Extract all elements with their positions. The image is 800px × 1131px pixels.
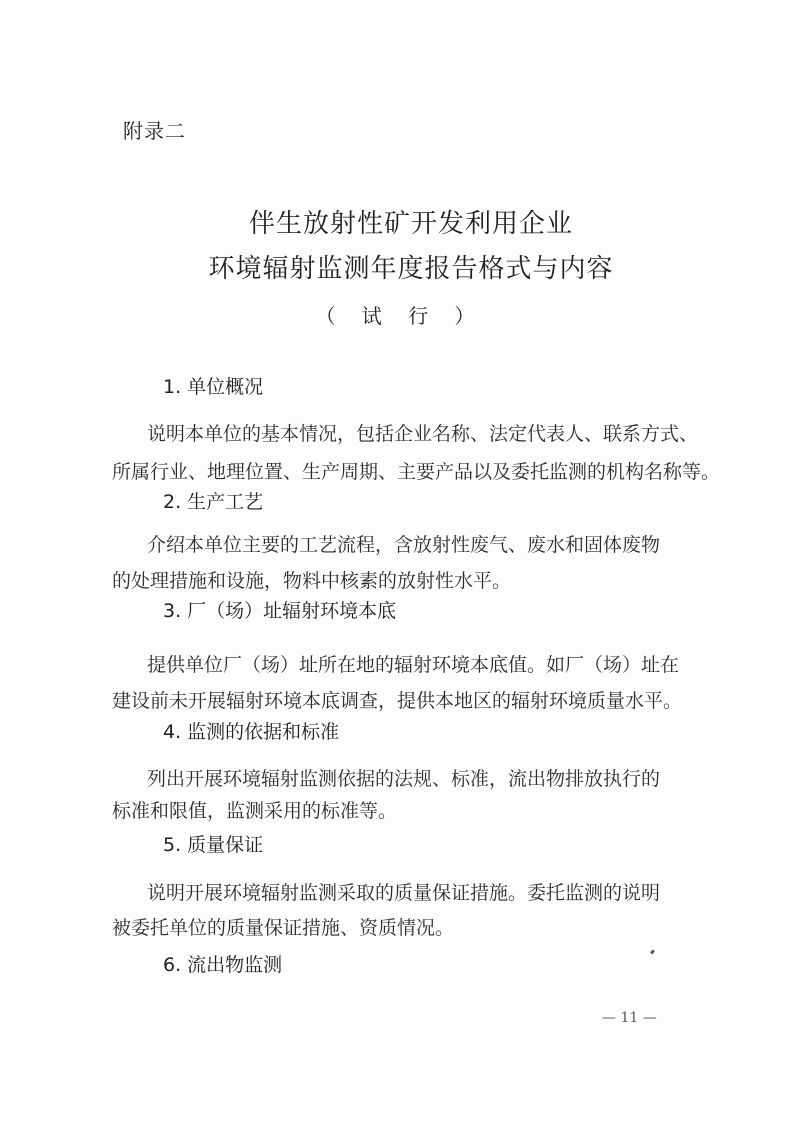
page-number: — 11 — [602, 1010, 657, 1026]
section-heading-6: 6. 流出物监测 [163, 954, 283, 976]
section-1-line-2: 所属行业、地理位置、生产周期、主要产品以及委托监测的机构名称等。 [112, 461, 721, 483]
section-4-line-2: 标准和限值，监测采用的标准等。 [112, 800, 398, 822]
section-heading-5: 5. 质量保证 [163, 834, 264, 856]
section-heading-1: 1. 单位概况 [163, 376, 264, 398]
section-heading-4: 4. 监测的依据和标准 [163, 721, 340, 743]
scan-speck [650, 950, 655, 955]
document-subtitle: （ 试 行 ） [315, 304, 485, 328]
document-title-line-2: 环境辐射监测年度报告格式与内容 [208, 254, 614, 284]
document-title-line-1: 伴生放射性矿开发利用企业 [248, 209, 573, 239]
section-2-line-2: 的处理措施和设施，物料中核素的放射性水平。 [112, 570, 512, 592]
section-2-line-1: 介绍本单位主要的工艺流程，含放射性废气、废水和固体废物 [147, 534, 661, 556]
section-4-line-1: 列出开展环境辐射监测依据的法规、标准，流出物排放执行的 [147, 768, 661, 790]
section-5-line-2: 被委托单位的质量保证措施、资质情况。 [112, 917, 455, 939]
section-3-line-2: 建设前未开展辐射环境本底调查，提供本地区的辐射环境质量水平。 [112, 690, 683, 712]
section-heading-2: 2. 生产工艺 [163, 491, 264, 513]
section-5-line-1: 说明开展环境辐射监测采取的质量保证措施。委托监测的说明 [147, 882, 661, 904]
appendix-label: 附录二 [123, 119, 186, 143]
section-1-line-1: 说明本单位的基本情况，包括企业名称、法定代表人、联系方式、 [147, 423, 699, 445]
section-3-line-1: 提供单位厂（场）址所在地的辐射环境本底值。如厂（场）址在 [147, 654, 680, 676]
section-heading-3: 3. 厂（场）址辐射环境本底 [163, 600, 397, 622]
